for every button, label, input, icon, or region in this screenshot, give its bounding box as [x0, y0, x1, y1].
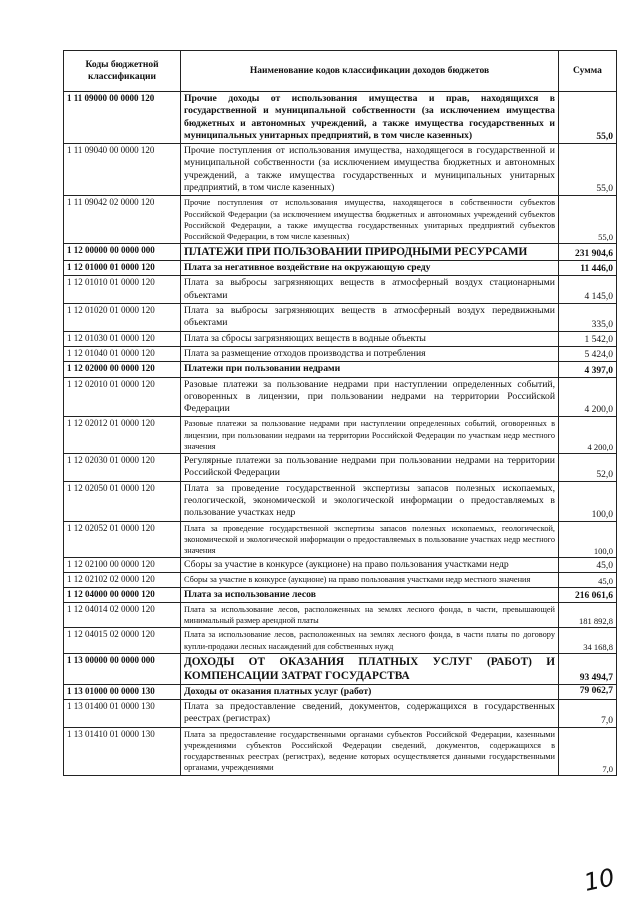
table-row [64, 603, 617, 628]
row-sum: 181 892,8 [559, 603, 617, 628]
table-row [64, 587, 617, 602]
table-row [64, 276, 617, 304]
row-code: 1 12 02100 00 0000 120 [64, 558, 181, 573]
row-sum: 45,0 [559, 573, 617, 587]
row-name: Доходы от оказания платных услуг (работ) [181, 684, 559, 699]
row-code: 1 12 02012 01 0000 120 [64, 417, 181, 454]
table-row [64, 261, 617, 276]
row-sum: 55,0 [559, 196, 617, 244]
row-name: Регулярные платежи за пользование недрами при пользовании недрами на территории Российской Федерации [181, 454, 559, 482]
table-row [64, 521, 617, 558]
row-name: Прочие поступления от использования имущества, находящегося в собственности субъектов Российской Федерации (за исключением имущества бюджетных и автономных учреждений субъектов Российской Федерации, а также имущества государственных унитарных предприятий субъектов Российской Федерации, в том числе казенных) [181, 196, 559, 244]
row-code: 1 12 02030 01 0000 120 [64, 454, 181, 482]
row-sum: 4 200,0 [559, 417, 617, 454]
table-row [64, 346, 617, 361]
row-sum: 34 168,8 [559, 628, 617, 653]
row-code: 1 11 09000 00 0000 120 [64, 92, 181, 144]
row-code: 1 13 01000 00 0000 130 [64, 684, 181, 699]
table-row [64, 196, 617, 244]
table-row [64, 304, 617, 332]
row-name: Плата за использование лесов, расположенных на землях лесного фонда, в части, превышающей минимальный размер арендной платы [181, 603, 559, 628]
table-row [64, 144, 617, 196]
row-name: Платежи при пользовании недрами [181, 362, 559, 377]
row-code: 1 12 01010 01 0000 120 [64, 276, 181, 304]
row-name: ДОХОДЫ ОТ ОКАЗАНИЯ ПЛАТНЫХ УСЛУГ (РАБОТ) И КОМПЕНСАЦИИ ЗАТРАТ ГОСУДАРСТВА [181, 653, 559, 684]
table-row [64, 727, 617, 775]
row-name: Плата за негативное воздействие на окружающую среду [181, 261, 559, 276]
row-code: 1 12 04000 00 0000 120 [64, 587, 181, 602]
row-name: Сборы за участие в конкурсе (аукционе) на право пользования участками недр [181, 558, 559, 573]
table-row [64, 628, 617, 653]
row-code: 1 13 01410 01 0000 130 [64, 727, 181, 775]
row-name: Разовые платежи за пользование недрами при наступлении определенных событий, оговоренных в лицензии, при пользовании недрами на территории Российской Федерации по участкам недр местного значения [181, 417, 559, 454]
table-row [64, 653, 617, 684]
row-sum: 100,0 [559, 481, 617, 521]
row-name: Плата за проведение государственной экспертизы запасов полезных ископаемых, геологической, экономической и экологической информации о предоставляемых в пользование участках недр местного значения [181, 521, 559, 558]
row-code: 1 12 02010 01 0000 120 [64, 377, 181, 417]
table-row [64, 331, 617, 346]
table-row [64, 417, 617, 454]
table-row [64, 573, 617, 587]
row-code: 1 12 02052 01 0000 120 [64, 521, 181, 558]
row-code: 1 12 02000 00 0000 120 [64, 362, 181, 377]
table-row [64, 481, 617, 521]
row-code: 1 11 09042 02 0000 120 [64, 196, 181, 244]
row-sum: 5 424,0 [559, 346, 617, 361]
row-name: Плата за предоставление государственными органами субъектов Российской Федерации, казенными учреждениями субъектов Российской Федерации сведений, документов, содержащихся в государственных реестрах (регистрах), ведение которых осуществляется данными государственными органами, учреждениями [181, 727, 559, 775]
row-sum: 11 446,0 [559, 261, 617, 276]
row-code: 1 12 04014 02 0000 120 [64, 603, 181, 628]
row-sum: 4 397,0 [559, 362, 617, 377]
page-number: 10 [581, 863, 618, 897]
table-body [64, 92, 617, 776]
row-code: 1 12 01020 01 0000 120 [64, 304, 181, 332]
row-name: Прочие поступления от использования имущества, находящегося в государственной и муниципальной собственности (за исключением имущества бюджетных и автономных учреждений, а также имущества государственных и муниципальных унитарных предприятий, в том числе казенных) [181, 144, 559, 196]
table-row [64, 377, 617, 417]
row-sum: 4 145,0 [559, 276, 617, 304]
row-name: Прочие доходы от использования имущества и прав, находящихся в государственной и муниципальной собственности (за исключением имущества бюджетных и автономных учреждений, а также имущества государственных и муниципальных унитарных предприятий, в том числе казенных) [181, 92, 559, 144]
row-sum: 7,0 [559, 727, 617, 775]
row-sum: 55,0 [559, 144, 617, 196]
row-sum: 55,0 [559, 92, 617, 144]
row-name: Плата за проведение государственной экспертизы запасов полезных ископаемых, геологической, экономической и экологической информации о предоставляемых в пользование участках недр [181, 481, 559, 521]
row-name: Плата за использование лесов, расположенных на землях лесного фонда, в части платы по договору купли-продажи лесных насаждений для собственных нужд [181, 628, 559, 653]
row-name: Разовые платежи за пользование недрами при наступлении определенных событий, оговоренных в лицензии, при пользовании недрами на территории Российской Федерации [181, 377, 559, 417]
table-header-row [64, 51, 617, 92]
table-row [64, 454, 617, 482]
row-code: 1 13 00000 00 0000 000 [64, 653, 181, 684]
row-name: Плата за размещение отходов производства и потребления [181, 346, 559, 361]
row-sum: 335,0 [559, 304, 617, 332]
row-code: 1 13 01400 01 0000 130 [64, 700, 181, 728]
table-row [64, 244, 617, 261]
row-sum: 1 542,0 [559, 331, 617, 346]
row-sum: 93 494,7 [559, 653, 617, 684]
row-name: Плата за использование лесов [181, 587, 559, 602]
row-sum: 45,0 [559, 558, 617, 573]
row-name: Плата за выбросы загрязняющих веществ в атмосферный воздух стационарными объектами [181, 276, 559, 304]
row-sum: 4 200,0 [559, 377, 617, 417]
budget-income-table [63, 50, 617, 776]
header-code: Коды бюджетной классификации [64, 51, 181, 92]
row-name: Плата за выбросы загрязняющих веществ в атмосферный воздух передвижными объектами [181, 304, 559, 332]
row-code: 1 12 01000 01 0000 120 [64, 261, 181, 276]
row-name: Плата за предоставление сведений, документов, содержащихся в государственных реестрах (регистрах) [181, 700, 559, 728]
row-code: 1 12 02102 02 0000 120 [64, 573, 181, 587]
row-code: 1 11 09040 00 0000 120 [64, 144, 181, 196]
row-code: 1 12 01040 01 0000 120 [64, 346, 181, 361]
table-row [64, 92, 617, 144]
table-row [64, 700, 617, 728]
row-code: 1 12 02050 01 0000 120 [64, 481, 181, 521]
row-code: 1 12 04015 02 0000 120 [64, 628, 181, 653]
table-row [64, 684, 617, 699]
row-code: 1 12 01030 01 0000 120 [64, 331, 181, 346]
table-row [64, 362, 617, 377]
header-sum: Сумма [559, 51, 617, 92]
header-name: Наименование кодов классификации доходов бюджетов [181, 51, 559, 92]
row-sum: 100,0 [559, 521, 617, 558]
row-sum: 52,0 [559, 454, 617, 482]
row-sum: 216 061,6 [559, 587, 617, 602]
row-sum: 79 062,7 [559, 684, 617, 699]
row-name: Сборы за участие в конкурсе (аукционе) на право пользования участками недр местного значения [181, 573, 559, 587]
row-sum: 7,0 [559, 700, 617, 728]
row-name: ПЛАТЕЖИ ПРИ ПОЛЬЗОВАНИИ ПРИРОДНЫМИ РЕСУРСАМИ [181, 244, 559, 261]
row-code: 1 12 00000 00 0000 000 [64, 244, 181, 261]
row-name: Плата за сбросы загрязняющих веществ в водные объекты [181, 331, 559, 346]
row-sum: 231 904,6 [559, 244, 617, 261]
table-row [64, 558, 617, 573]
